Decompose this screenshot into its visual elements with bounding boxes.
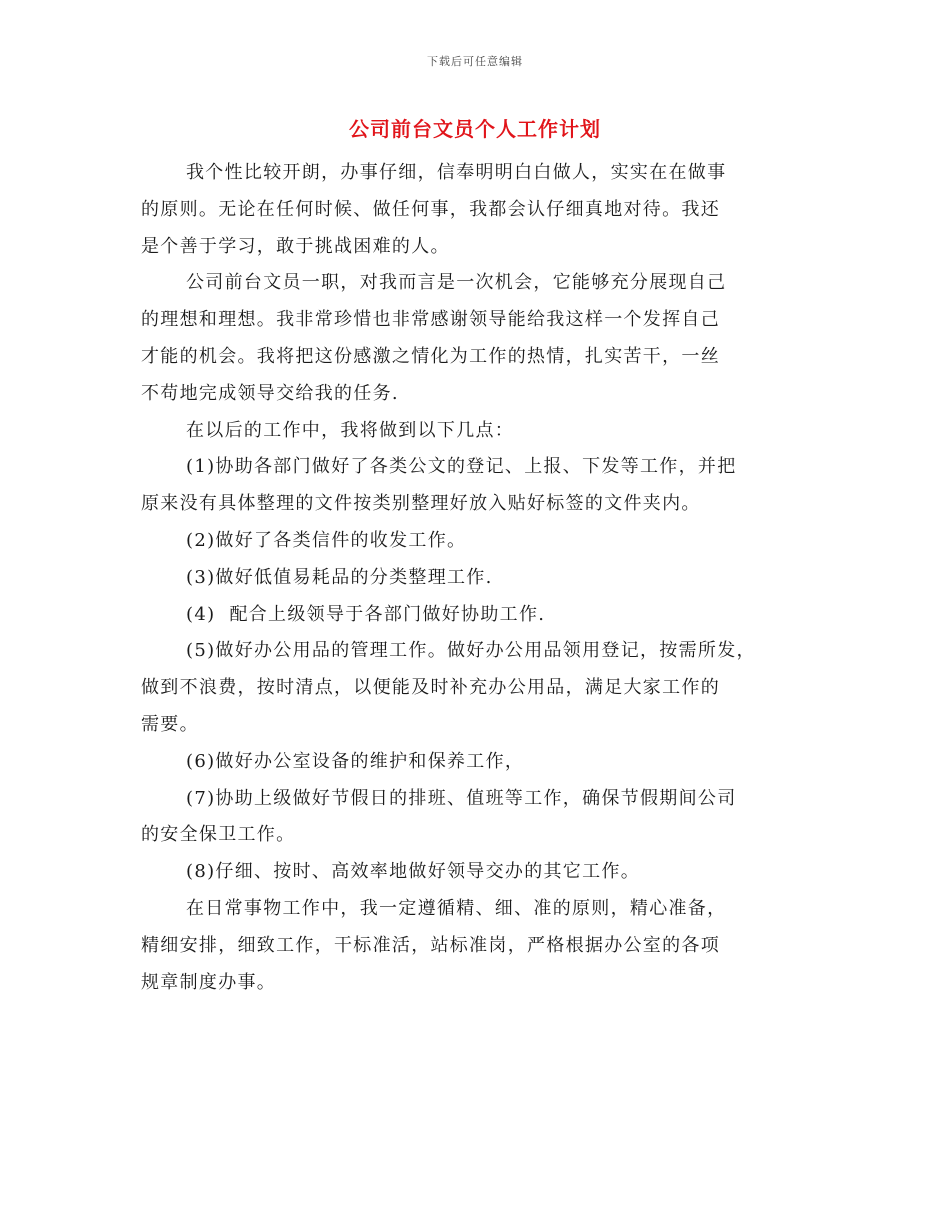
list-item-4 (141, 597, 817, 634)
paragraph-line: 做到不浪费，按时清点，以便能及时补充办公用品，满足大家工作的 (141, 677, 720, 699)
paragraph-line: (3)做好低值易耗品的分类整理工作. (186, 566, 493, 588)
paragraph-line: (7)协助上级做好节假日的排班、值班等工作，确保节假期间公司 (186, 787, 737, 809)
document-title: 公司前台文员个人工作计划 (349, 117, 601, 141)
list-item-6 (141, 744, 817, 781)
paragraph-line: (4) 配合上级领导于各部门做好协助工作. (186, 603, 546, 625)
paragraph-line: 在日常事物工作中，我一定遵循精、细、准的原则，精心准备， (186, 897, 727, 919)
page-header-note: 下载后可任意编辑 (427, 55, 523, 68)
paragraph-line: 的原则。无论在任何时候、做任何事，我都会认仔细真地对待。我还 (141, 198, 720, 220)
paragraph-line: 的安全保卫工作。 (141, 824, 296, 846)
paragraph-line: 规章制度办事。 (141, 971, 277, 993)
paragraph-line: 才能的机会。我将把这份感激之情化为工作的热情，扎实苦干，一丝 (141, 345, 720, 367)
paragraph-line: (5)做好办公用品的管理工作。做好办公用品领用登记，按需所发， (186, 640, 756, 662)
paragraph-line: (8)仔细、按时、高效率地做好领导交办的其它工作。 (186, 861, 640, 883)
list-item-7 (141, 781, 817, 855)
paragraph-line: 是个善于学习，敢于挑战困难的人。 (141, 235, 450, 257)
paragraph-2 (141, 265, 817, 412)
paragraph-line: 公司前台文员一职，对我而言是一次机会，它能够充分展现自己 (186, 272, 727, 294)
list-item-1 (141, 449, 817, 523)
paragraph-line: 需要。 (141, 713, 199, 735)
document-body (141, 155, 817, 1001)
list-item-3 (141, 560, 817, 597)
list-item-5 (141, 633, 817, 743)
paragraph-closing (141, 891, 817, 1001)
paragraph-line: (1)协助各部门做好了各类公文的登记、上报、下发等工作，并把 (186, 456, 737, 478)
paragraph-1 (141, 155, 817, 265)
paragraph-line: (2)做好了各类信件的收发工作。 (186, 529, 467, 551)
paragraph-line: (6)做好办公室设备的维护和保养工作， (186, 750, 525, 772)
paragraph-3 (141, 413, 817, 450)
list-item-8 (141, 854, 817, 891)
paragraph-line: 在以后的工作中，我将做到以下几点： (186, 419, 515, 441)
paragraph-line: 不苟地完成领导交给我的任务. (141, 382, 399, 404)
list-item-2 (141, 523, 817, 560)
paragraph-line: 原来没有具体整理的文件按类别整理好放入贴好标签的文件夹内。 (141, 493, 701, 515)
paragraph-line: 我个性比较开朗，办事仔细，信奉明明白白做人，实实在在做事 (186, 162, 727, 183)
paragraph-line: 的理想和理想。我非常珍惜也非常感谢领导能给我这样一个发挥自己 (141, 309, 720, 331)
paragraph-line: 精细安排，细致工作，干标准活，站标准岗，严格根据办公室的各项 (141, 934, 720, 956)
